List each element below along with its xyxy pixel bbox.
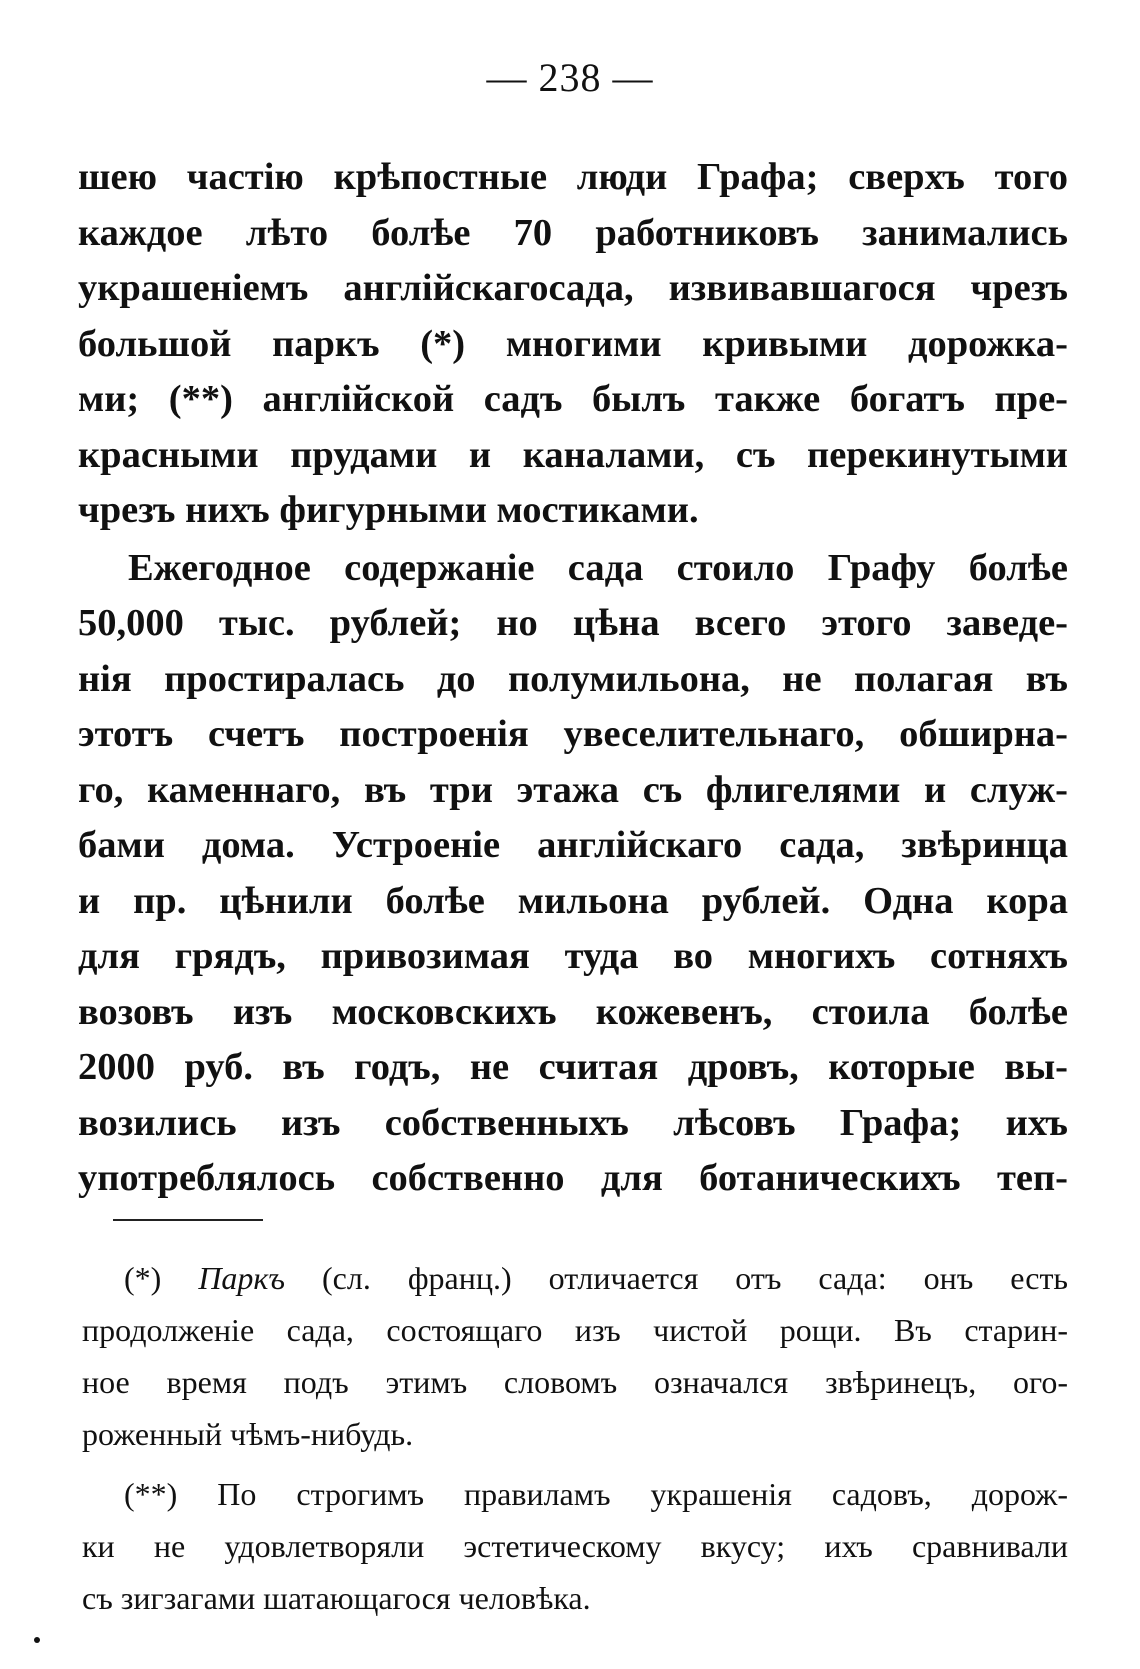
text-line: го, каменнаго, въ три этажа съ флигелями и служ-: [78, 768, 1068, 811]
text-line: возовъ изъ московскихъ кожевенъ, стоила болѣе: [78, 990, 1068, 1033]
footnotes: [82, 1252, 1068, 1624]
text-line: 2000 руб. въ годъ, не считая дровъ, которые вы-: [78, 1046, 1068, 1088]
text-line: для грядъ, привозимая туда во многихъ сотняхъ: [78, 935, 1068, 977]
footnote-line: роженный чѣмъ-нибудь.: [82, 1416, 414, 1452]
ink-dot-mark: [34, 1637, 40, 1643]
text-line: каждое лѣто болѣе 70 работниковъ занимались: [78, 211, 1068, 254]
text-line: ми; (**) англійской садъ былъ также богатъ пре-: [78, 378, 1068, 420]
footnote-separator: [113, 1219, 263, 1221]
text-line: 50,000 тыс. рублей; но цѣна всего этого заведе-: [78, 602, 1068, 644]
footnote-first-line: [82, 1252, 1068, 1304]
text-line: шею частію крѣпостные люди Графа; сверхъ того: [78, 156, 1068, 198]
footnote-line: ное время подъ этимъ словомъ означался звѣринецъ, ого-: [82, 1364, 1068, 1400]
footnote-term: Паркъ: [198, 1260, 285, 1296]
page-number: — 238 —: [486, 55, 654, 100]
text-line: и пр. цѣнили болѣе мильона рублей. Одна кора: [78, 879, 1068, 922]
text-line: большой паркъ (*) многими кривыми дорожка-: [78, 322, 1068, 365]
text-line: этотъ счетъ построенія увеселительнаго, обширна-: [78, 713, 1068, 755]
footnote-line: продолженіе сада, состоящаго изъ чистой рощи. Въ старин-: [82, 1312, 1068, 1348]
footnote-gap: [82, 1460, 1068, 1468]
text-line: употреблялось собственно для ботаническихъ теп-: [78, 1157, 1068, 1199]
footnote-1: [82, 1252, 1068, 1460]
footnote-mark: (*): [124, 1260, 162, 1296]
paragraph-1: [78, 150, 1068, 539]
text-line: бами дома. Устроеніе англійскаго сада, звѣринца: [78, 824, 1068, 866]
footnote-first-line: (**) По строгимъ правиламъ украшенія садовъ, дорож-: [124, 1476, 1068, 1512]
text-line: Ежегодное содержаніе сада стоило Графу болѣе: [128, 546, 1068, 589]
paragraph-2: [78, 541, 1068, 1207]
main-text: [78, 150, 1068, 1207]
footnote-2: [82, 1468, 1068, 1624]
text-line: возились изъ собственныхъ лѣсовъ Графа; ихъ: [78, 1101, 1068, 1144]
footnote-text: (сл. франц.) отличается отъ сада: онъ есть: [322, 1260, 1069, 1296]
footnote-line: ки не удовлетворяли эстетическому вкусу; ихъ сравнивали: [82, 1528, 1068, 1564]
text-line: украшеніемъ англійскагосада, извивавшагося чрезъ: [78, 267, 1068, 309]
text-line: чрезъ нихъ фигурными мостиками.: [78, 489, 699, 531]
footnote-line: съ зигзагами шатающагося человѣка.: [82, 1580, 591, 1616]
text-line: красными прудами и каналами, съ перекинутыми: [78, 433, 1068, 476]
text-line: нія простиралась до полумильона, не полагая въ: [78, 657, 1068, 700]
